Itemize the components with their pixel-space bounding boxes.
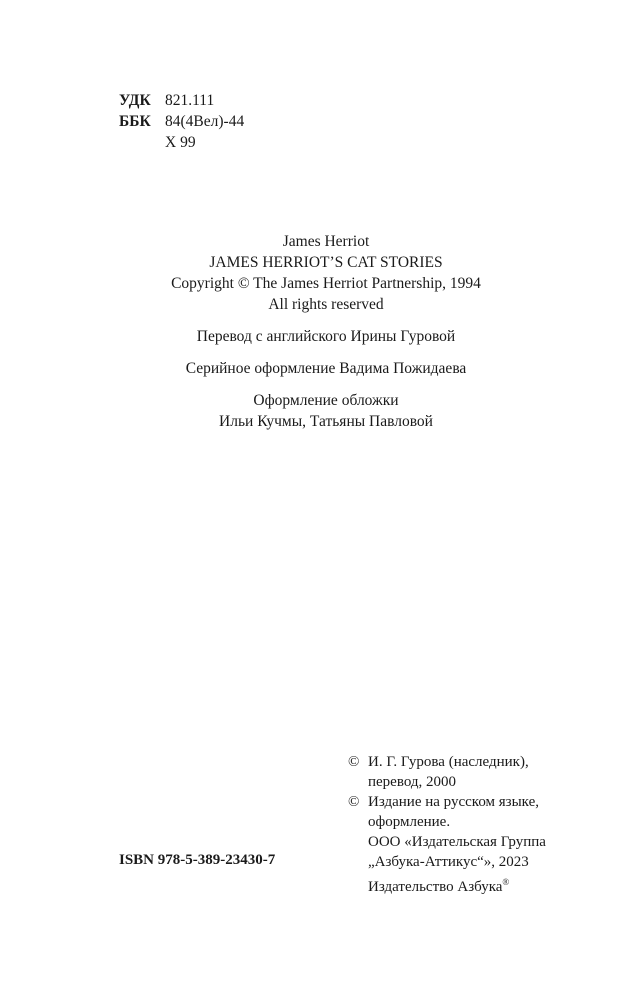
copyright-line: перевод, 2000 — [368, 774, 457, 790]
udk-row — [119, 90, 244, 111]
imprint-block — [120, 231, 532, 432]
copyright-symbol: © — [348, 754, 360, 770]
original-copyright: Copyright © The James Herriot Partnership, 1994 — [171, 275, 481, 292]
copyright-line: „Азбука-Аттикус“», 2023 — [368, 854, 529, 870]
translation-credit: Перевод с английского Ирины Гуровой — [196, 328, 456, 345]
udk-label: УДК — [119, 92, 151, 109]
author-mark-row — [119, 132, 244, 153]
copyright-line: И. Г. Гурова (наследник), — [368, 754, 529, 770]
publisher-name: Издательство Азбука — [368, 879, 503, 895]
udk-value: 821.111 — [165, 92, 215, 109]
bbk-value: 84(4Вел)-44 — [165, 113, 245, 130]
series-design-credit: Серийное оформление Вадима Пожидаева — [185, 360, 467, 377]
bbk-label: ББК — [119, 113, 151, 130]
copyright-notices — [348, 752, 546, 897]
copyright-line: оформление. — [368, 814, 451, 830]
publisher-line — [368, 872, 546, 897]
classification-block — [119, 90, 244, 153]
registered-trademark-mark: ® — [502, 877, 510, 887]
original-author: James Herriot — [282, 233, 370, 250]
bbk-row — [119, 111, 244, 132]
copyright-line: Издание на русском языке, — [368, 794, 539, 810]
copyright-entry-edition — [348, 792, 546, 897]
copyright-entry-translation — [348, 752, 546, 792]
cover-design-credit-line2: Ильи Кучмы, Татьяны Павловой — [219, 413, 433, 430]
cover-design-credit-line1: Оформление обложки — [253, 392, 399, 409]
author-mark: Х 99 — [165, 134, 196, 151]
copyright-symbol: © — [348, 794, 360, 810]
isbn: ISBN 978-5-389-23430-7 — [119, 852, 276, 868]
rights-reserved: All rights reserved — [268, 296, 384, 313]
copyright-line: ООО «Издательская Группа — [368, 834, 546, 850]
original-title: JAMES HERRIOT’S CAT STORIES — [209, 254, 443, 271]
